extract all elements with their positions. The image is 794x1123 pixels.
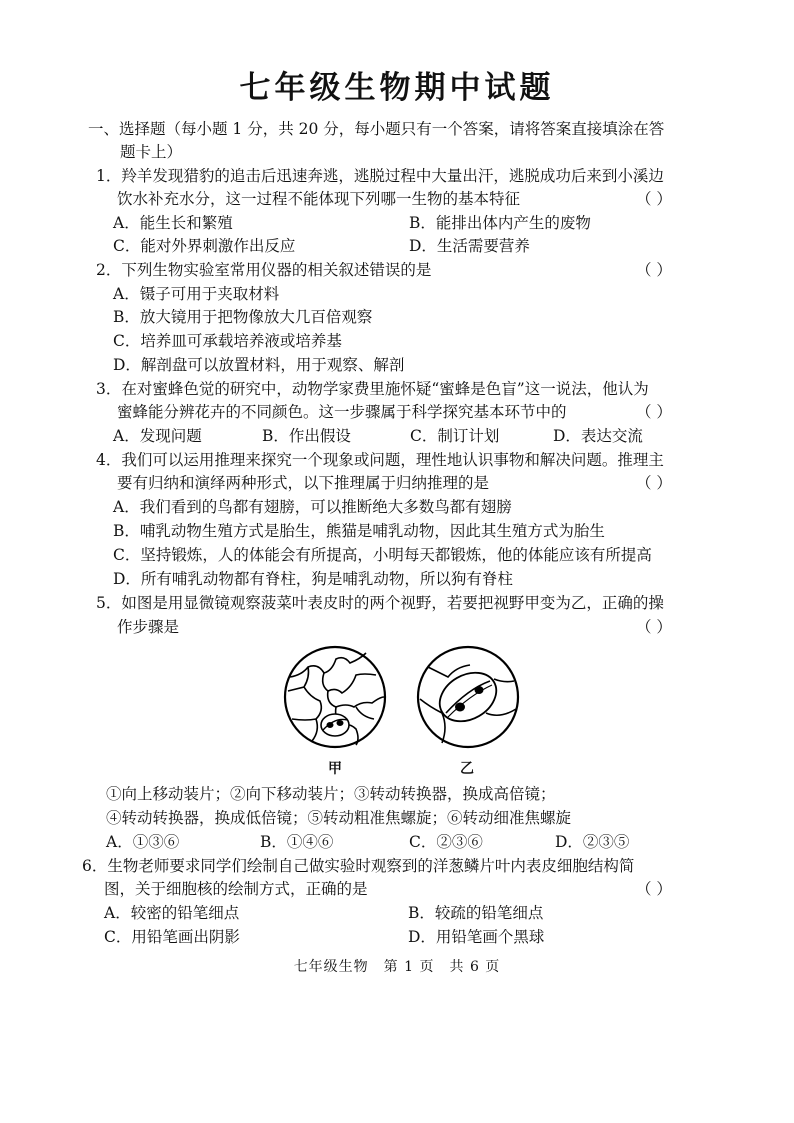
q1-option-c: C．能对外界刺激作出反应 [113, 237, 296, 255]
question-3-text-cont: 蜜蜂能分辨花卉的不同颜色。这一步骤属于科学探究基本环节中的 [117, 403, 567, 421]
q1-option-d: D．生活需要营养 [409, 237, 530, 255]
answer-bracket: （ ） [636, 190, 672, 208]
q5-option-d: D．②③⑤ [555, 833, 630, 851]
question-4-text-cont: 要有归纳和演绎两种形式，以下推理属于归纳推理的是 [117, 474, 490, 492]
q3-option-a: A．发现问题 [113, 427, 202, 445]
q4-option-b: B．哺乳动物生殖方式是胎生，熊猫是哺乳动物，因此其生殖方式为胎生 [113, 522, 605, 540]
answer-bracket: （ ） [636, 880, 672, 898]
q2-option-d: D．解剖盘可以放置材料，用于观察、解剖 [113, 356, 405, 374]
q5-option-a: A．①③⑥ [106, 833, 180, 851]
page-title: 七年级生物期中试题 [239, 70, 555, 106]
q2-option-b: B．放大镜用于把物像放大几百倍观察 [113, 308, 373, 326]
answer-bracket: （ ） [636, 618, 672, 636]
question-6-text: 6．生物老师要求同学们绘制自己做实验时观察到的洋葱鳞片叶内表皮细胞结构简 [82, 857, 635, 875]
question-4-text: 4．我们可以运用推理来探究一个现象或问题，理性地认识事物和解决问题。推理主 [96, 451, 664, 469]
answer-bracket: （ ） [636, 261, 672, 279]
figure-label-a: 甲 [328, 761, 342, 777]
section-heading: 一、选择题（每小题 1 分，共 20 分，每小题只有一个答案，请将答案直接填涂在答 [88, 120, 665, 138]
q2-option-a: A．镊子可用于夹取材料 [113, 285, 280, 303]
microscope-views-figure [280, 645, 520, 755]
q3-option-b: B．作出假设 [262, 427, 351, 445]
page-footer: 七年级生物 第 1 页 共 6 页 [293, 959, 501, 975]
q3-option-c: C．制订计划 [410, 427, 500, 445]
section-heading-cont: 题卡上） [120, 143, 183, 161]
view-b-illustration [418, 647, 518, 747]
answer-bracket: （ ） [636, 403, 672, 421]
q2-option-c: C．培养皿可承载培养液或培养基 [113, 332, 342, 350]
answer-bracket: （ ） [636, 474, 672, 492]
q5-option-c: C．②③⑥ [409, 833, 483, 851]
question-6-text-cont: 图，关于细胞核的绘制方式，正确的是 [104, 880, 368, 898]
question-3-text: 3．在对蜜蜂色觉的研究中，动物学家费里施怀疑“蜜蜂是色盲”这一说法，他认为 [96, 380, 649, 398]
q6-option-a: A．较密的铅笔细点 [104, 904, 240, 922]
q1-option-a: A．能生长和繁殖 [113, 214, 233, 232]
q5-steps-line1: ①向上移动装片；②向下移动装片；③转动转换器，换成高倍镜； [106, 785, 556, 803]
q6-option-d: D．用铅笔画个黑球 [408, 928, 545, 946]
q5-steps-line2: ④转动转换器，换成低倍镜；⑤转动粗准焦螺旋；⑥转动细准焦螺旋 [106, 809, 572, 827]
question-2-text: 2．下列生物实验室常用仪器的相关叙述错误的是 [96, 261, 432, 279]
q3-option-d: D．表达交流 [553, 427, 643, 445]
question-5-text-cont: 作步骤是 [117, 618, 180, 636]
question-1-text-cont: 饮水补充水分，这一过程不能体现下列哪一生物的基本特征 [117, 190, 521, 208]
q4-option-d: D．所有哺乳动物都有脊柱，狗是哺乳动物，所以狗有脊柱 [113, 570, 513, 588]
q4-option-a: A．我们看到的鸟都有翅膀，可以推断绝大多数鸟都有翅膀 [113, 498, 512, 516]
q5-option-b: B．①④⑥ [260, 833, 334, 851]
q6-option-c: C．用铅笔画出阴影 [104, 928, 240, 946]
q4-option-c: C．坚持锻炼，人的体能会有所提高，小明每天都锻炼，他的体能应该有所提高 [113, 546, 652, 564]
question-5-text: 5．如图是用显微镜观察菠菜叶表皮时的两个视野，若要把视野甲变为乙，正确的操 [96, 594, 664, 612]
q1-option-b: B．能排出体内产生的废物 [409, 214, 591, 232]
question-1-text: 1．羚羊发现猎豹的追击后迅速奔逃，逃脱过程中大量出汗，逃脱成功后来到小溪边 [96, 167, 664, 185]
q6-option-b: B．较疏的铅笔细点 [408, 904, 544, 922]
figure-label-b: 乙 [460, 761, 474, 777]
view-a-illustration [285, 647, 385, 747]
